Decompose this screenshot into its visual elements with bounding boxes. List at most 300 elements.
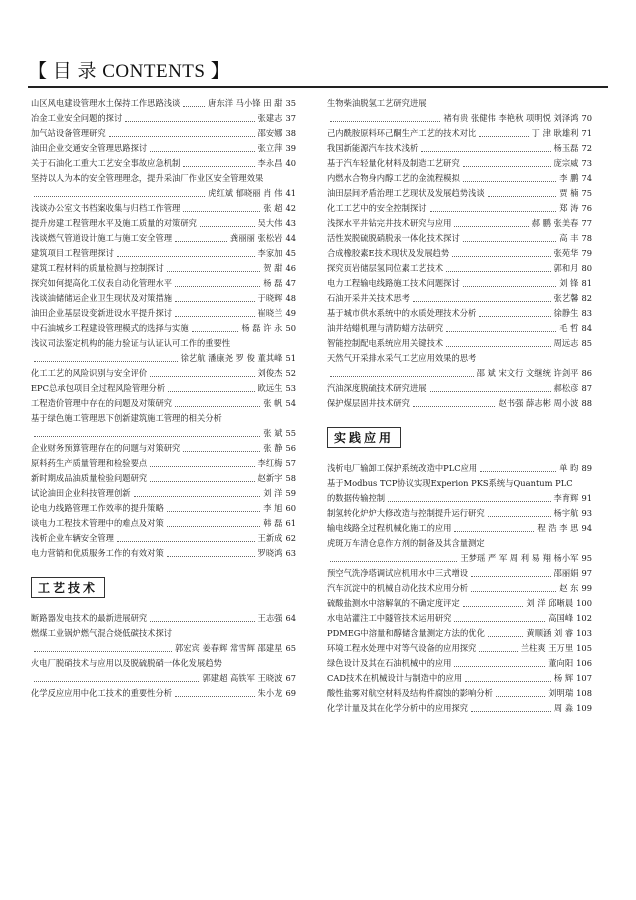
entry-author: 赵 东 — [559, 583, 579, 593]
entry-author: 罗晓鸿 — [257, 548, 283, 558]
entry-page-number: 44 — [285, 233, 296, 243]
entry-author: 毛 哲 — [559, 323, 579, 333]
entry-author: 张 超 — [263, 203, 283, 213]
dot-leader — [34, 681, 199, 682]
toc-entry[interactable] — [327, 596, 592, 611]
entry-title: PDMEG中溶量和醇储含量测定方法的优化 — [327, 628, 485, 638]
dot-leader — [480, 471, 556, 472]
entry-page-number: 64 — [285, 613, 296, 623]
entry-title: 天然气开采排水采气工艺应用效果的思考 — [327, 353, 477, 363]
entry-author: 朱小龙 — [257, 688, 283, 698]
entry-title: 中石油城乡工程建设管理模式的选择与实施 — [31, 323, 189, 333]
entry-page-number: 87 — [581, 383, 592, 393]
entry-title: 水电站灌注工中隧管技术运用研究 — [327, 613, 452, 623]
entry-title: 汽车沉淀中的机械自动化技术应用分析 — [327, 583, 469, 593]
toc-entry[interactable] — [327, 581, 592, 596]
entry-author: 高国峰 — [548, 613, 574, 623]
entry-title: 活性炭脱硫脱硝脱汞一体化技术探讨 — [327, 233, 460, 243]
entry-page-number: 37 — [285, 113, 296, 123]
dot-leader — [479, 316, 550, 317]
entry-page-number: 38 — [285, 128, 296, 138]
entry-author: 杨宇航 — [553, 508, 579, 518]
toc-entry[interactable] — [31, 111, 296, 126]
entry-page-number: 88 — [581, 398, 592, 408]
entry-author: 董向阳 — [548, 658, 574, 668]
entry-title: 硫酸盐测水中溶解氧的不确定度评定 — [327, 598, 460, 608]
entry-author: 郝松彦 — [553, 383, 579, 393]
entry-title: 电力工程输电线路施工技术问题探讨 — [327, 278, 460, 288]
entry-title: 化学计量及其在化学分析中的应用探究 — [327, 703, 469, 713]
toc-entry[interactable] — [327, 701, 592, 716]
toc-entry[interactable] — [31, 201, 296, 216]
dot-leader — [167, 556, 255, 557]
section-heading-process-tech — [31, 569, 296, 605]
entry-title: 论电力线路管理工作效率的提升策略 — [31, 503, 164, 513]
toc-entry[interactable] — [327, 491, 592, 506]
entry-author: 张 静 — [263, 443, 283, 453]
dot-leader — [167, 271, 260, 272]
dot-leader — [200, 226, 255, 227]
section-title: 实践应用 — [327, 427, 401, 448]
toc-entry[interactable] — [327, 536, 592, 551]
dot-leader — [168, 391, 254, 392]
toc-entry[interactable] — [31, 441, 296, 456]
toc-entry[interactable] — [31, 501, 296, 516]
toc-entry[interactable] — [327, 366, 592, 381]
entry-author: 李红梅 — [257, 458, 283, 468]
entry-title: 油田企业基层设变新进设水平提升探讨 — [31, 308, 173, 318]
entry-title: 虎斑万车清仓息作方剂的制备及其含量测定 — [327, 538, 485, 548]
toc-entry[interactable] — [327, 291, 592, 306]
dot-leader — [175, 316, 254, 317]
entry-author: 张艺馨 — [553, 293, 579, 303]
toc-entry[interactable] — [327, 521, 592, 536]
toc-entry[interactable] — [327, 231, 592, 246]
toc-entry[interactable] — [31, 126, 296, 141]
entry-page-number: 86 — [581, 368, 592, 378]
entry-author: 周 淼 — [553, 703, 574, 713]
entry-title: CAD技术在机械设计与制造中的应用 — [327, 673, 463, 683]
entry-title: 浅谈燃气管道设计施工与施工安全管理 — [31, 233, 173, 243]
entry-author: 褚有贵 张健伟 李艳秋 项明悦 刘泽鸿 — [443, 113, 579, 123]
entry-author: 刘明瑞 — [548, 688, 574, 698]
dot-leader — [192, 331, 239, 332]
entry-author: 杨 磊 许 永 — [241, 323, 283, 333]
entry-page-number: 74 — [581, 173, 592, 183]
entry-page-number: 47 — [285, 278, 296, 288]
entry-author: 高 丰 — [559, 233, 579, 243]
toc-entry[interactable] — [327, 641, 592, 656]
toc-entry[interactable] — [31, 141, 296, 156]
entry-page-number: 69 — [285, 688, 296, 698]
toc-entry[interactable] — [31, 641, 296, 656]
toc-entry[interactable] — [327, 126, 592, 141]
entry-author: 李 旭 — [263, 503, 283, 513]
dot-leader — [125, 121, 254, 122]
entry-page-number: 83 — [581, 308, 592, 318]
toc-entry[interactable] — [31, 626, 296, 641]
entry-page-number: 109 — [576, 703, 592, 713]
entry-title: 内燃水合物身内醇工艺的金流程模拟 — [327, 173, 460, 183]
entry-author: 张苑华 — [553, 248, 579, 258]
entry-author: 唐东洋 马小锋 田 甜 — [208, 98, 283, 108]
entry-page-number: 93 — [581, 508, 592, 518]
entry-author: 张立萍 — [257, 143, 283, 153]
toc-entry[interactable] — [31, 96, 296, 111]
entry-page-number: 72 — [581, 143, 592, 153]
entry-author: 李 鹏 — [559, 173, 579, 183]
entry-title: 预空气洗净塔调试应机用水中三式增设 — [327, 568, 469, 578]
left-column — [31, 96, 296, 701]
toc-entry[interactable] — [31, 156, 296, 171]
dot-leader — [479, 136, 528, 137]
toc-entry[interactable] — [31, 486, 296, 501]
entry-author: 韩 磊 — [263, 518, 283, 528]
entry-page-number: 77 — [581, 218, 592, 228]
entry-title: 合成橡胶素E技术现状及发展趋势 — [327, 248, 450, 258]
toc-entry[interactable] — [327, 656, 592, 671]
entry-author: 吴大伟 — [257, 218, 283, 228]
dot-leader — [454, 226, 528, 227]
toc-entry[interactable] — [327, 186, 592, 201]
entry-page-number: 67 — [285, 673, 296, 683]
dot-leader — [446, 346, 550, 347]
entry-title: 加气站设备管理研究 — [31, 128, 106, 138]
toc-entry[interactable] — [327, 246, 592, 261]
entry-author: 杨 辉 — [553, 673, 574, 683]
toc-entry[interactable] — [327, 351, 592, 366]
entry-title: 企业财务预算管理存在的问题与对策研究 — [31, 443, 181, 453]
entry-title: 制氢转化炉炉大修改造与控制提升运行研究 — [327, 508, 485, 518]
dot-leader — [34, 651, 172, 652]
toc-entry[interactable] — [327, 96, 592, 111]
dot-leader — [463, 166, 551, 167]
dot-leader — [446, 331, 556, 332]
entry-title: 保护煤层固井技术研究 — [327, 398, 410, 408]
toc-entry[interactable] — [31, 671, 296, 686]
entry-author: 单 昀 — [559, 463, 579, 473]
toc-entry[interactable] — [327, 321, 592, 336]
dot-leader — [330, 561, 457, 562]
dot-leader — [413, 406, 496, 407]
toc-entry[interactable] — [31, 366, 296, 381]
entry-page-number: 85 — [581, 338, 592, 348]
entry-author: 王志强 — [257, 613, 283, 623]
dot-leader — [150, 466, 254, 467]
entry-title: 基于Modbus TCP协议实现Experion PKS系统与Quantum PLC — [327, 478, 573, 488]
entry-page-number: 42 — [285, 203, 296, 213]
section-heading-practice — [327, 419, 592, 455]
entry-author: 欧远生 — [257, 383, 283, 393]
toc-entry[interactable] — [31, 186, 296, 201]
entry-title: 油井结蜡机理与清防蜡方法研究 — [327, 323, 444, 333]
entry-page-number: 59 — [285, 488, 296, 498]
toc-entry[interactable] — [327, 626, 592, 641]
entry-page-number: 106 — [576, 658, 592, 668]
entry-page-number: 91 — [581, 493, 592, 503]
entry-page-number: 73 — [581, 158, 592, 168]
entry-title: 浅析电厂输卸工保护系统改造中PLC应用 — [327, 463, 478, 473]
entry-author: 郑 涛 — [559, 203, 579, 213]
entry-title: 的数据传输控制 — [327, 493, 386, 503]
dot-leader — [183, 106, 205, 107]
toc-entry[interactable] — [31, 516, 296, 531]
entry-title: 化工工艺中的安全控制探讨 — [327, 203, 427, 213]
toc-entry[interactable] — [327, 461, 592, 476]
entry-author: 郝 鹏 张美春 — [531, 218, 579, 228]
entry-author: 赵新宇 — [257, 473, 283, 483]
entry-page-number: 52 — [285, 368, 296, 378]
entry-author: 郭宏宾 姜春辉 常雪辉 邵建星 — [174, 643, 283, 653]
dot-leader — [454, 531, 534, 532]
toc-entry[interactable] — [31, 231, 296, 246]
entry-author: 于晓辉 — [257, 293, 283, 303]
dot-leader — [388, 501, 550, 502]
dot-leader — [421, 151, 550, 152]
dot-leader — [34, 436, 260, 437]
dot-leader — [175, 406, 260, 407]
entry-author: 邵 斌 宋文行 文继统 许剑平 — [476, 368, 579, 378]
toc-entry[interactable] — [31, 531, 296, 546]
entry-page-number: 40 — [285, 158, 296, 168]
toc-entry[interactable] — [31, 261, 296, 276]
entry-title: 己内酰胺原料环己酮生产工艺的技术对比 — [327, 128, 477, 138]
entry-author: 庞宗威 — [553, 158, 579, 168]
entry-title: 新时期成品油质量检验问题研究 — [31, 473, 148, 483]
entry-page-number: 35 — [285, 98, 296, 108]
dot-leader — [34, 196, 205, 197]
dot-leader — [479, 651, 517, 652]
dot-leader — [330, 376, 474, 377]
entry-title: 谈电力工程技术管理中的难点及对策 — [31, 518, 164, 528]
toc-entry[interactable] — [31, 381, 296, 396]
entry-author: 张建志 — [257, 113, 283, 123]
entry-page-number: 39 — [285, 143, 296, 153]
dot-leader — [454, 666, 545, 667]
toc-entry[interactable] — [31, 396, 296, 411]
entry-author: 王梦瑶 严 军 周 利 易 翔 杨小军 — [460, 553, 579, 563]
dot-leader — [488, 516, 551, 517]
toc-entry[interactable] — [327, 476, 592, 491]
entry-title: 浅探水平井钻完井技术研究与应用 — [327, 218, 452, 228]
dot-leader — [446, 271, 550, 272]
toc-entry[interactable] — [31, 216, 296, 231]
entry-page-number: 53 — [285, 383, 296, 393]
toc-entry[interactable] — [327, 671, 592, 686]
entry-page-number: 89 — [581, 463, 592, 473]
toc-entry[interactable] — [327, 381, 592, 396]
toc-entry[interactable] — [31, 471, 296, 486]
toc-entry[interactable] — [31, 456, 296, 471]
dot-leader — [183, 451, 260, 452]
entry-page-number: 102 — [576, 613, 592, 623]
entry-page-number: 107 — [576, 673, 592, 683]
dot-leader — [150, 481, 254, 482]
entry-title: 化学反应应用中化工技术的重要性分析 — [31, 688, 173, 698]
toc-entry[interactable] — [327, 141, 592, 156]
entry-author: 刘 洋 邱晰晨 — [526, 598, 574, 608]
toc-entry[interactable] — [31, 426, 296, 441]
entry-title: 浅议司法鉴定机构的能力验证与认证认可工作的重要性 — [31, 338, 231, 348]
entry-page-number: 63 — [285, 548, 296, 558]
entry-title: 绿色设计及其在石油机械中的应用 — [327, 658, 452, 668]
toc-entry[interactable] — [327, 551, 592, 566]
dot-leader — [134, 496, 261, 497]
entry-page-number: 75 — [581, 188, 592, 198]
entry-page-number: 45 — [285, 248, 296, 258]
entry-page-number: 46 — [285, 263, 296, 273]
entry-author: 张 帆 — [263, 398, 283, 408]
entry-page-number: 95 — [581, 553, 592, 563]
toc-entry[interactable] — [31, 171, 296, 186]
dot-leader — [463, 241, 556, 242]
entry-page-number: 76 — [581, 203, 592, 213]
dot-leader — [330, 121, 440, 122]
dot-leader — [454, 621, 545, 622]
entry-author: 龚丽丽 张松岩 — [230, 233, 283, 243]
entry-page-number: 82 — [581, 293, 592, 303]
toc-entry[interactable] — [327, 201, 592, 216]
entry-author: 贾 楠 — [559, 188, 579, 198]
entry-page-number: 56 — [285, 443, 296, 453]
toc-entry[interactable] — [31, 291, 296, 306]
entry-page-number: 50 — [285, 323, 296, 333]
entry-author: 贺 甜 — [263, 263, 283, 273]
toc-entry[interactable] — [327, 261, 592, 276]
entry-author: 黄顺涵 刘 睿 — [526, 628, 574, 638]
entry-title: 浅谈办公室文书档案收集与归档工作管理 — [31, 203, 181, 213]
toc-entry[interactable] — [31, 351, 296, 366]
entry-title: 提升房建工程管理水平及施工质量的对策研究 — [31, 218, 197, 228]
entry-page-number: 60 — [285, 503, 296, 513]
toc-entry[interactable] — [327, 171, 592, 186]
entry-author: 徐艺航 潘康尧 罗 俊 董其峰 — [180, 353, 283, 363]
left-entries-bottom — [31, 611, 296, 701]
entry-page-number: 43 — [285, 218, 296, 228]
entry-page-number: 108 — [576, 688, 592, 698]
toc-entry[interactable] — [327, 336, 592, 351]
dot-leader — [150, 621, 254, 622]
entry-author: 李家加 — [257, 248, 283, 258]
entry-title: 燃煤工业锅炉燃气混合烧低碳技术探讨 — [31, 628, 173, 638]
entry-title: 坚持以人为本的安全管理理念，提升采油厂作业区安全管理效果 — [31, 173, 264, 183]
dot-leader — [117, 256, 255, 257]
entry-author: 王新成 — [257, 533, 283, 543]
entry-author: 邵安娜 — [257, 128, 283, 138]
toc-entry[interactable] — [327, 306, 592, 321]
toc-entry[interactable] — [327, 216, 592, 231]
entry-page-number: 48 — [285, 293, 296, 303]
dot-leader — [463, 181, 556, 182]
toc-entry[interactable] — [327, 686, 592, 701]
left-entries-top — [31, 96, 296, 561]
toc-entry[interactable] — [31, 321, 296, 336]
dot-leader — [463, 286, 556, 287]
entry-page-number: 62 — [285, 533, 296, 543]
entry-title: 试论油田企业科技管理创新 — [31, 488, 131, 498]
entry-title: 探究如何提高化工仪表自动化管理水平 — [31, 278, 173, 288]
entry-author: 周远志 — [553, 338, 579, 348]
entry-author: 虎红斌 郁晓丽 肖 伟 — [208, 188, 283, 198]
entry-title: 油田企业交通安全管理思路探讨 — [31, 143, 148, 153]
toc-entry[interactable] — [327, 276, 592, 291]
entry-page-number: 79 — [581, 248, 592, 258]
entry-author: 邵丽娟 — [553, 568, 579, 578]
entry-page-number: 81 — [581, 278, 592, 288]
entry-title: 建筑项目工程管理探讨 — [31, 248, 114, 258]
dot-leader — [488, 636, 524, 637]
entry-title: 油田层间矛盾治理工艺现状及发展趋势浅谈 — [327, 188, 485, 198]
entry-title: 智能控制配电系统应用关键技术 — [327, 338, 444, 348]
entry-author: 兰柱爽 王万里 — [520, 643, 574, 653]
entry-title: 输电线路全过程机械化施工的应用 — [327, 523, 452, 533]
entry-author: 郭建超 高铁军 王晓波 — [202, 673, 283, 683]
entry-title: 火电厂脱硝技术与应用以及脱硫脱硝一体化发展趋势 — [31, 658, 222, 668]
entry-author: 程 浩 李 思 — [537, 523, 579, 533]
toc-entry[interactable] — [327, 566, 592, 581]
entry-page-number: 65 — [285, 643, 296, 653]
toc-entry[interactable] — [327, 156, 592, 171]
entry-author: 郭和月 — [553, 263, 579, 273]
entry-title: 山区风电建设管理水土保持工作思路浅谈 — [31, 98, 181, 108]
toc-entry[interactable] — [31, 546, 296, 561]
entry-author: 丁 津 耿雄利 — [531, 128, 579, 138]
entry-author: 李永昌 — [257, 158, 283, 168]
toc-entry[interactable] — [31, 411, 296, 426]
toc-entry[interactable] — [31, 656, 296, 671]
dot-leader — [175, 241, 227, 242]
toc-entry[interactable] — [327, 611, 592, 626]
entry-page-number: 61 — [285, 518, 296, 528]
contents-header: 【 目 录 CONTENTS 】 — [28, 61, 231, 82]
toc-entry[interactable] — [31, 246, 296, 261]
entry-page-number: 80 — [581, 263, 592, 273]
toc-entry[interactable] — [31, 276, 296, 291]
entry-title: 断路器发电技术的最新进展研究 — [31, 613, 148, 623]
dot-leader — [430, 391, 551, 392]
entry-page-number: 54 — [285, 398, 296, 408]
entry-page-number: 57 — [285, 458, 296, 468]
dot-leader — [167, 511, 260, 512]
entry-page-number: 78 — [581, 233, 592, 243]
toc-entry[interactable] — [327, 506, 592, 521]
entry-title: 浅谈油储储运企业卫生现状及对策措施 — [31, 293, 173, 303]
entry-page-number: 70 — [581, 113, 592, 123]
dot-leader — [150, 151, 254, 152]
dot-leader — [413, 301, 551, 302]
entry-author: 李育辉 — [553, 493, 579, 503]
entry-title: 我国新能源汽车技术浅析 — [327, 143, 419, 153]
entry-page-number: 94 — [581, 523, 592, 533]
toc-entry[interactable] — [31, 336, 296, 351]
toc-entry[interactable] — [327, 111, 592, 126]
entry-title: 基于汽车轻量化材料及制造工艺研究 — [327, 158, 460, 168]
toc-entry[interactable] — [31, 306, 296, 321]
dot-leader — [34, 361, 178, 362]
entry-title: 基于城市供水系统中的水质处理技术分析 — [327, 308, 477, 318]
toc-entry[interactable] — [327, 396, 592, 411]
entry-page-number: 103 — [576, 628, 592, 638]
entry-title: 建筑工程材料的质量检测与控制探讨 — [31, 263, 164, 273]
entry-page-number: 84 — [581, 323, 592, 333]
toc-entry[interactable] — [31, 686, 296, 701]
dot-leader — [183, 166, 254, 167]
dot-leader — [471, 711, 551, 712]
entry-author: 杨 磊 — [263, 278, 283, 288]
entry-page-number: 105 — [576, 643, 592, 653]
entry-title: 环境工程水处理中对等气设备的应用探究 — [327, 643, 477, 653]
toc-entry[interactable] — [31, 611, 296, 626]
